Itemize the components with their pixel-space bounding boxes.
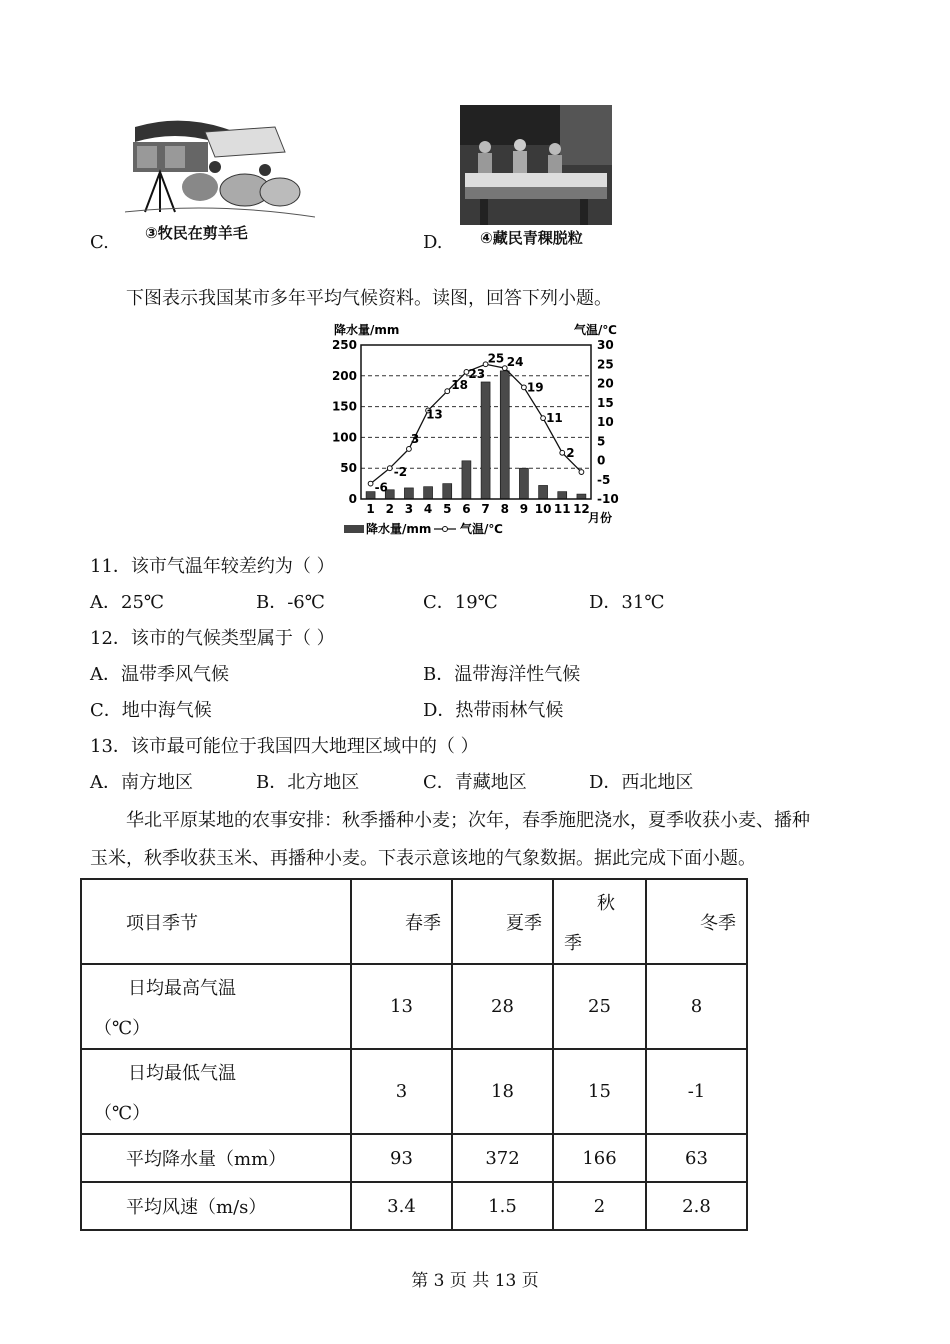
chart-temp-point [445, 389, 450, 394]
chart-temp-value-label: -6 [374, 480, 388, 495]
chart-temp-value-label: 2 [566, 445, 575, 460]
q12-option-a[interactable]: A．温带季风气候 [90, 664, 229, 685]
chart-temp-value-label: 11 [546, 411, 563, 426]
option-d-label: D. [423, 232, 443, 253]
row-label-main: 日均最低气温 [128, 1062, 236, 1084]
chart-temp-point [368, 481, 373, 486]
chart-right-tick-label: 25 [597, 357, 614, 372]
chart-temp-point [387, 466, 392, 471]
chart-x-tick-label: 1 [366, 502, 375, 516]
chart-left-tick-label: 250 [331, 338, 357, 352]
table-cell: 2 [553, 1182, 646, 1230]
climate-chart [330, 318, 630, 540]
chart-temp-value-label: 3 [410, 431, 420, 446]
chart-x-tick-label: 8 [500, 502, 509, 516]
row-label [81, 1049, 351, 1134]
table-row [81, 1134, 747, 1182]
page-number: 第 3 页 共 13 页 [411, 1271, 539, 1291]
table-row [81, 1049, 747, 1134]
chart-precip-bar [462, 461, 471, 499]
threshing-caption: ④藏民青稞脱粒 [480, 229, 583, 247]
table-cell: 3.4 [351, 1182, 452, 1230]
table-header-row [81, 879, 747, 964]
shearing-caption: ③牧民在剪羊毛 [145, 224, 248, 242]
row-label [81, 964, 351, 1049]
header-winter: 冬季 [646, 879, 747, 964]
chart-temp-value-label: -2 [393, 465, 408, 480]
table-cell: -1 [646, 1049, 747, 1134]
chart-right-tick-label: -5 [597, 472, 611, 487]
chart-x-tick-label: 9 [519, 502, 529, 516]
chart-right-tick-label: 15 [597, 395, 614, 410]
table-cell: 2.8 [646, 1182, 747, 1230]
chart-precip-bar [500, 371, 509, 499]
chart-temp-point [579, 470, 584, 475]
q12-option-c[interactable]: C．地中海气候 [90, 700, 212, 721]
header-autumn [553, 879, 646, 964]
chart-temp-point [522, 385, 527, 390]
row-label: 平均降水量（mm） [81, 1134, 351, 1182]
chart-x-tick-label: 5 [443, 502, 452, 516]
chart-temp-value-label: 19 [526, 380, 544, 395]
row-label: 平均风速（m/s） [81, 1182, 351, 1230]
chart-right-axis-label: 气温/℃ [574, 323, 617, 337]
table-intro-line2: 玉米，秋季收获玉米、再播种小麦。下表示意该地的气象数据。据此完成下面小题。 [90, 848, 756, 869]
q12-option-d[interactable]: D．热带雨林气候 [423, 700, 564, 721]
table-cell: 8 [646, 964, 747, 1049]
row-label-main: 日均最高气温 [128, 977, 236, 999]
table-intro-line1: 华北平原某地的农事安排：秋季播种小麦；次年，春季施肥浇水，夏季收获小麦、播种 [126, 810, 810, 831]
q12-stem: 12．该市的气候类型属于（ ） [90, 628, 335, 649]
chart-left-axis-label: 降水量/mm [334, 323, 400, 337]
chart-precip-bar [424, 487, 433, 499]
chart-precip-bar [539, 485, 548, 499]
chart-x-tick-label: 4 [423, 502, 433, 516]
shearing-photo [125, 112, 315, 242]
legend-line-label: 气温/℃ [460, 522, 503, 536]
chart-temp-value-label: 18 [451, 378, 468, 393]
chart-precip-bar [481, 382, 490, 499]
q13-option-a[interactable]: A．南方地区 [90, 772, 193, 793]
table-cell: 166 [553, 1134, 646, 1182]
chart-precip-bar [443, 484, 452, 499]
table-cell: 63 [646, 1134, 747, 1182]
chart-precip-bar [404, 488, 413, 499]
row-label-unit: （℃） [94, 1017, 151, 1039]
q13-stem: 13．该市最可能位于我国四大地理区域中的（ ） [90, 736, 479, 757]
threshing-photo [460, 105, 612, 245]
chart-temp-point [560, 450, 565, 455]
table-row [81, 1182, 747, 1230]
chart-x-tick-label: 6 [462, 502, 471, 516]
q13-option-d[interactable]: D．西北地区 [589, 772, 694, 793]
table-cell: 25 [553, 964, 646, 1049]
chart-x-axis-label: 月份 [588, 511, 613, 525]
legend-bar-label: 降水量/mm [366, 522, 432, 536]
q11-stem: 11．该市气温年较差约为（ ） [90, 556, 335, 577]
chart-right-tick-label: 0 [597, 453, 606, 468]
chart-temp-value-label: 23 [468, 366, 486, 381]
header-item-season: 项目季节 [81, 879, 351, 964]
chart-right-tick-label: 5 [597, 434, 606, 449]
row-label-unit: （℃） [94, 1102, 151, 1124]
q11-option-b[interactable]: B．-6℃ [256, 592, 325, 613]
table-cell: 1.5 [452, 1182, 553, 1230]
chart-right-tick-label: 20 [597, 376, 614, 391]
weather-table [80, 878, 748, 1231]
q11-option-a[interactable]: A．25℃ [90, 592, 165, 613]
chart-right-tick-label: 10 [597, 415, 614, 429]
chart-right-tick-label: -10 [597, 492, 619, 506]
table-cell: 18 [452, 1049, 553, 1134]
header-autumn-top: 秋 [597, 892, 615, 914]
q13-option-c[interactable]: C．青藏地区 [423, 772, 527, 793]
chart-temp-value-label: 25 [487, 351, 505, 366]
table-cell: 372 [452, 1134, 553, 1182]
q11-option-c[interactable]: C．19℃ [423, 592, 498, 613]
chart-right-tick-label: 30 [597, 338, 614, 352]
table-cell: 3 [351, 1049, 452, 1134]
chart-precip-bar [558, 492, 567, 499]
q13-option-b[interactable]: B．北方地区 [256, 772, 360, 793]
header-spring: 春季 [351, 879, 452, 964]
table-cell: 93 [351, 1134, 452, 1182]
chart-left-tick-label: 0 [348, 492, 357, 506]
chart-left-tick-label: 200 [331, 368, 357, 383]
chart-left-tick-label: 150 [331, 399, 357, 414]
chart-x-tick-label: 12 [573, 502, 590, 516]
chart-temp-point [541, 416, 546, 421]
chart-temp-point [407, 447, 412, 452]
table-row [81, 964, 747, 1049]
q11-option-d[interactable]: D．31℃ [589, 592, 665, 613]
chart-x-tick-label: 2 [385, 502, 394, 516]
chart-intro: 下图表示我国某市多年平均气候资料。读图，回答下列小题。 [126, 288, 612, 309]
table-cell: 28 [452, 964, 553, 1049]
chart-left-tick-label: 100 [331, 430, 357, 445]
chart-x-tick-label: 7 [481, 502, 490, 516]
chart-precip-bar [519, 468, 528, 499]
chart-temp-value-label: 24 [506, 355, 524, 370]
chart-x-tick-label: 3 [404, 502, 414, 516]
header-autumn-bottom: 季 [564, 932, 582, 954]
legend-bar-swatch [344, 525, 364, 533]
chart-left-tick-label: 50 [340, 461, 357, 476]
chart-x-tick-label: 10 [534, 502, 552, 516]
option-c-label: C. [90, 232, 109, 253]
legend-line-marker [443, 527, 448, 532]
chart-temp-value-label: 13 [426, 407, 443, 422]
q12-option-b[interactable]: B．温带海洋性气候 [423, 664, 581, 685]
table-cell: 13 [351, 964, 452, 1049]
header-summer: 夏季 [452, 879, 553, 964]
chart-x-tick-label: 11 [553, 502, 571, 516]
table-cell: 15 [553, 1049, 646, 1134]
threshing-illustration [460, 105, 612, 225]
